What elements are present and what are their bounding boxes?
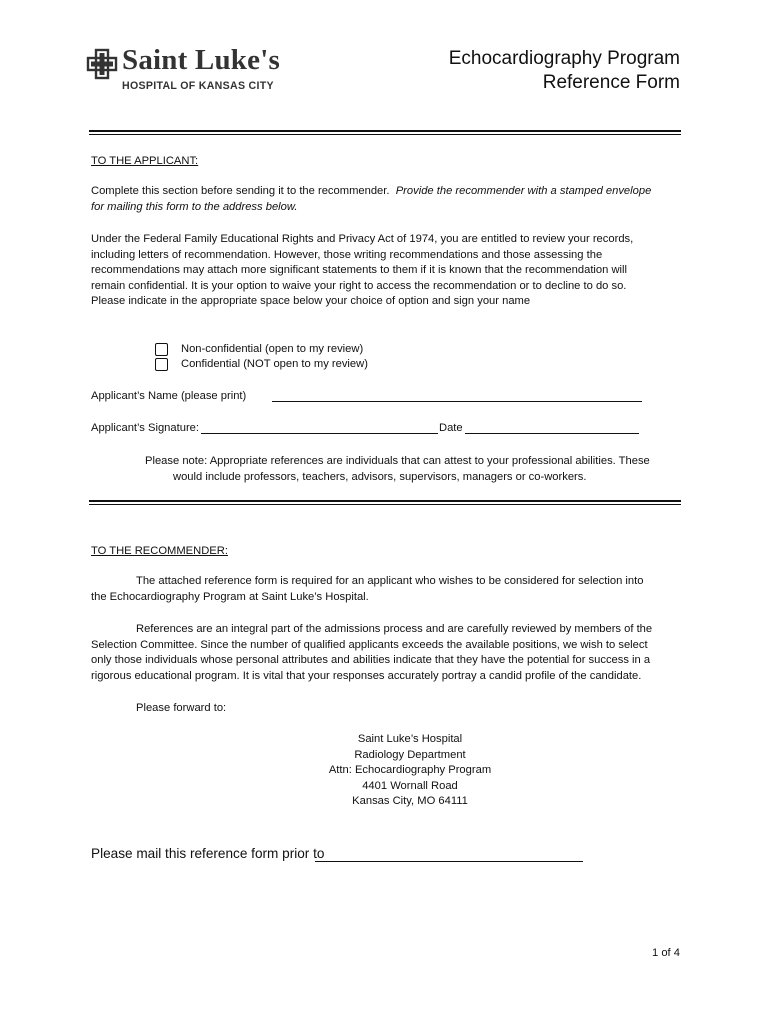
applicant-heading: TO THE APPLICANT: xyxy=(91,155,199,167)
applicant-instructions xyxy=(91,184,691,215)
recommender-heading: TO THE RECOMMENDER: xyxy=(91,545,228,557)
recommender-process-paragraph xyxy=(91,622,691,684)
recommender-intro-paragraph xyxy=(91,574,691,605)
form-title-line1: Echocardiography Program xyxy=(448,48,680,69)
address-line: Radiology Department xyxy=(354,748,466,761)
forward-label: Please forward to: xyxy=(136,702,227,714)
section-divider-middle xyxy=(89,500,681,505)
paragraph-line: recommendations may attach more significant statements to them if it is known that the recommendation will xyxy=(91,264,627,277)
paragraph-line: only those individuals whose personal attributes and abilities indicate that they have the potential for success in a xyxy=(91,654,651,667)
applicant-signature-label: Applicant’s Signature: xyxy=(91,422,200,434)
form-title-line2: Reference Form xyxy=(542,72,680,93)
paragraph-line: References are an integral part of the admissions process and are carefully reviewed by members of the xyxy=(136,623,653,635)
reference-note-line1: Please note: Appropriate references are individuals that can attest to your professional abilities. These xyxy=(145,455,650,467)
paragraph-line: rigorous educational program. It is vital that your responses accurately portray a candid profile of the candidate. xyxy=(91,669,642,682)
paragraph-line: The attached reference form is required for an applicant who wishes to be considered for selection into xyxy=(136,575,644,587)
instructions-italic-text-cont: for mailing this form to the address below. xyxy=(91,200,298,213)
paragraph-line: remain confidential. It is your option to waive your right to access the recommendation or to decline to do so. xyxy=(91,279,627,292)
applicant-signature-field[interactable] xyxy=(201,421,438,434)
section-divider-top xyxy=(89,130,681,135)
paragraph-line: Selection Committee. Since the number of qualified applicants exceeds the available positions, we wish to select xyxy=(91,638,648,651)
reference-note-line2: would include professors, teachers, advisors, supervisors, managers or co-workers. xyxy=(173,471,587,483)
confidential-checkbox[interactable] xyxy=(155,358,168,371)
paragraph-line: Under the Federal Family Educational Rights and Privacy Act of 1974, you are entitled to review your records, xyxy=(91,233,634,245)
paragraph-line: including letters of recommendation. However, those writing recommendations and those assessing the xyxy=(91,248,603,261)
page-number: 1 of 4 xyxy=(652,947,680,959)
applicant-name-label: Applicant’s Name (please print) xyxy=(91,390,247,402)
address-line: 4401 Wornall Road xyxy=(362,779,458,792)
cross-emblem-icon xyxy=(86,48,118,80)
mail-prior-label: Please mail this reference form prior to xyxy=(91,846,325,861)
instructions-italic-text: Provide the recommender with a stamped envelope xyxy=(395,185,652,197)
date-label: Date xyxy=(439,422,463,434)
privacy-act-paragraph xyxy=(91,232,691,310)
address-line: Kansas City, MO 64111 xyxy=(352,795,468,808)
nonconfidential-label: Non-confidential (open to my review) xyxy=(181,343,364,355)
paragraph-line: Please indicate in the appropriate space below your choice of option and sign your name xyxy=(91,295,531,308)
instructions-plain-text: Complete this section before sending it to the recommender. xyxy=(91,185,390,197)
address-line: Attn: Echocardiography Program xyxy=(328,764,492,777)
mail-prior-date-field[interactable] xyxy=(315,847,583,862)
mailing-address xyxy=(250,732,570,810)
applicant-name-field[interactable] xyxy=(272,389,642,402)
nonconfidential-checkbox[interactable] xyxy=(155,343,168,356)
address-line: Saint Luke’s Hospital xyxy=(357,733,463,745)
paragraph-line: the Echocardiography Program at Saint Luke’s Hospital. xyxy=(91,590,369,603)
logo-wordmark: Saint Luke's xyxy=(122,44,280,76)
confidential-label: Confidential (NOT open to my review) xyxy=(181,358,368,370)
date-field[interactable] xyxy=(465,421,639,434)
logo-subtitle: HOSPITAL OF KANSAS CITY xyxy=(122,80,274,92)
